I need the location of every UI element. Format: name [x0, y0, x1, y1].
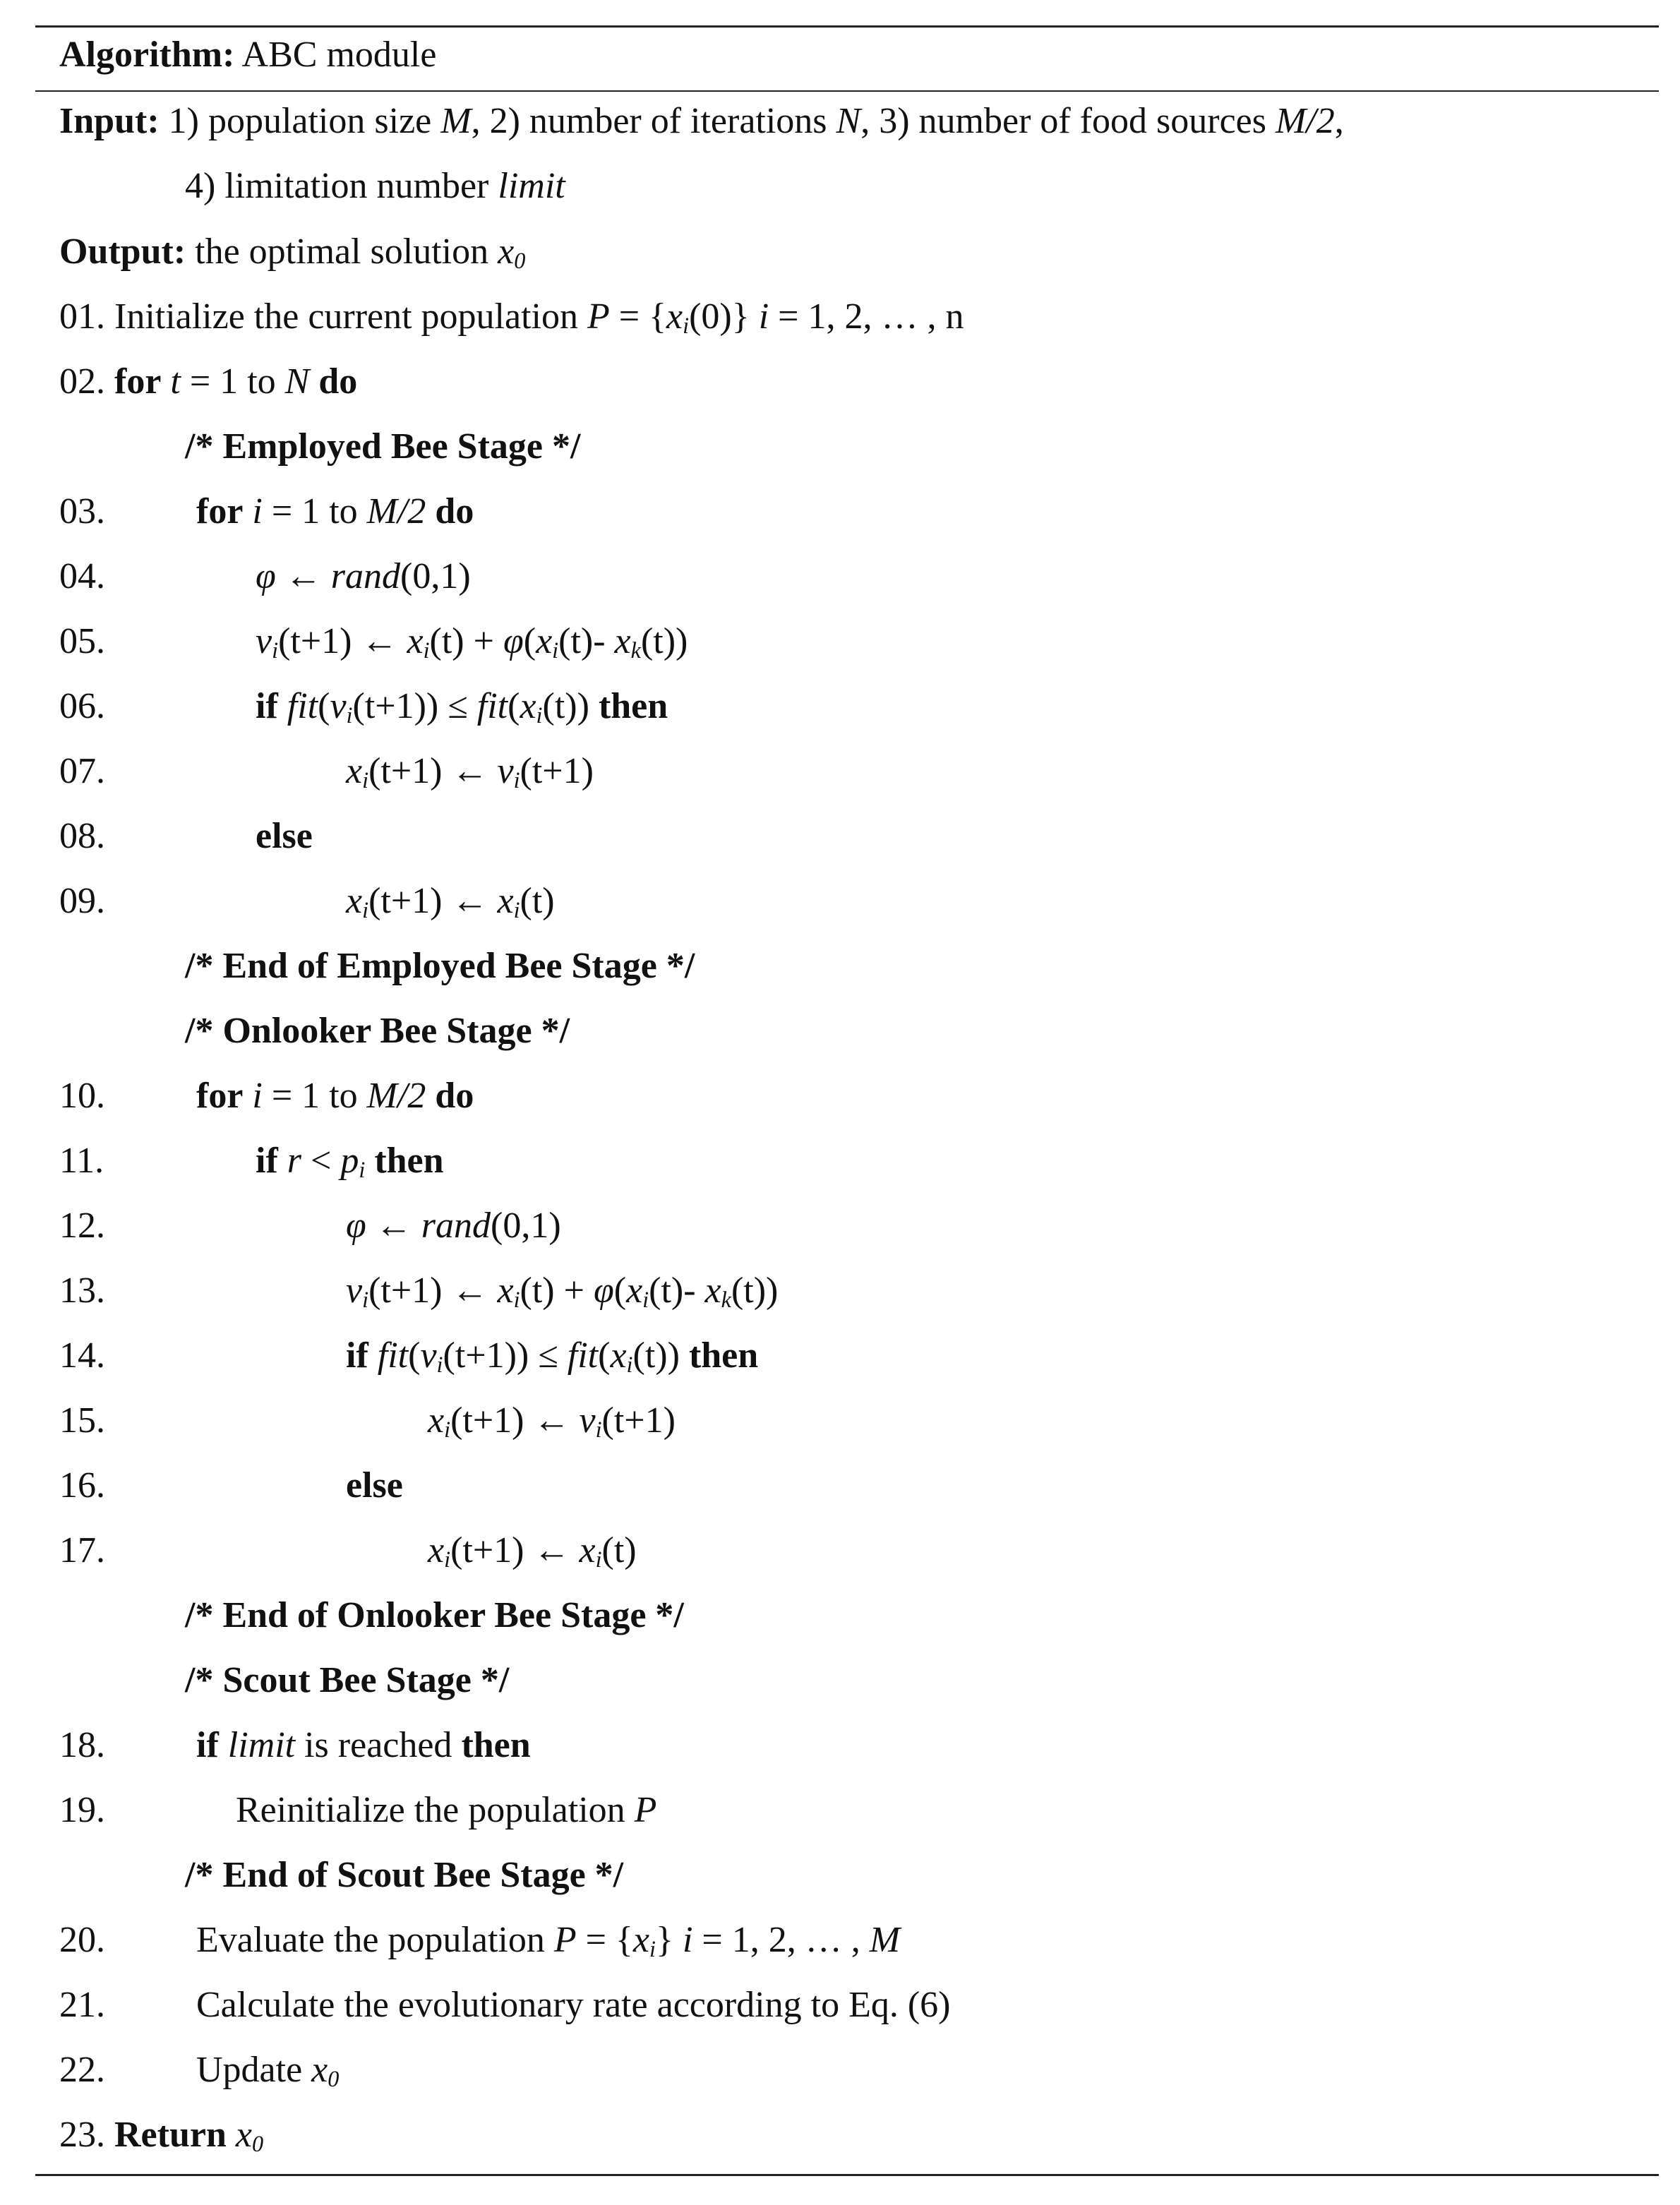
line-08: 08. else [59, 816, 313, 856]
line-14: 14. if $fit(v_i(t+1)) \le fit(x_i(t))$ then [59, 1335, 759, 1378]
line-20: 20. Evaluate the population $P = \{x_i\} i = 1$, 2, … , M [59, 1920, 901, 1962]
output-line: Output: the optimal solution x0 [59, 232, 526, 274]
input-line: Input: 1) population size M, 2) number of iterations N, 3) number of food sources M/2, [59, 101, 1344, 141]
line-16: 16. else [59, 1465, 403, 1506]
line-23: 23. Return x0 [59, 2115, 264, 2157]
algorithm-header [35, 23, 1659, 88]
comment-scout-end: /* End of Scout Bee Stage */ [185, 1855, 624, 1895]
algorithm-label: Algorithm: [59, 35, 235, 75]
line-15: 15. $x_i(t+1)$ ← $v_i(t+1)$ [59, 1400, 676, 1443]
line-13: 13. $v_i(t+1)$ ← $x_i(t) + \varphi(x_i(t)-$ $x_k(t)$) [59, 1270, 779, 1313]
line-17: 17. $x_i(t+1)$ ← $x_i(t)$ [59, 1530, 637, 1573]
line-01: 01. Initialize the current population $P = \{x_i(0)\} i = 1$, 2, … , n [59, 296, 964, 339]
line-19: 19. Reinitialize the population P [59, 1790, 657, 1830]
line-05: 05. $v_i(t+1)$ ← $x_i(t) + \varphi(x_i(t)-$ $x_k(t)$) [59, 621, 688, 663]
algorithm-box [35, 25, 1659, 2180]
line-22: 22. Update x0 [59, 2050, 340, 2092]
line-02: 02. for t = 1 to N do [59, 361, 358, 402]
line-03: 03. for i = 1 to M/2 do [59, 491, 474, 531]
comment-employed: /* Employed Bee Stage */ [185, 426, 581, 467]
bottom-rule [35, 2174, 1659, 2176]
line-18: 18. if limit is reached then [59, 1725, 531, 1765]
line-09: 09. $x_i(t+1)$ ← $x_i(t)$ [59, 881, 555, 923]
line-12: 12. φ ← rand(0,1) [59, 1206, 561, 1246]
line-04: 04. φ ← rand(0,1) [59, 556, 471, 596]
line-07: 07. $x_i(t+1)$ ← $v_i(t+1)$ [59, 751, 594, 793]
input-line-2: 4) limitation number limit [185, 166, 565, 206]
line-06: 06. if $fit(v_i(t+1)) \le fit(x_i(t))$ then [59, 686, 668, 728]
line-10: 10. for i = 1 to M/2 do [59, 1076, 474, 1116]
line-11: 11. if $r < p_i$ then [59, 1141, 444, 1183]
comment-onlooker-end: /* End of Onlooker Bee Stage */ [185, 1595, 684, 1635]
comment-onlooker: /* Onlooker Bee Stage */ [185, 1011, 570, 1051]
line-21: 21. Calculate the evolutionary rate according to Eq. (6) [59, 1985, 951, 2025]
comment-scout: /* Scout Bee Stage */ [185, 1660, 510, 1700]
algorithm-title: ABC module [241, 35, 437, 75]
comment-employed-end: /* End of Employed Bee Stage */ [185, 946, 695, 986]
